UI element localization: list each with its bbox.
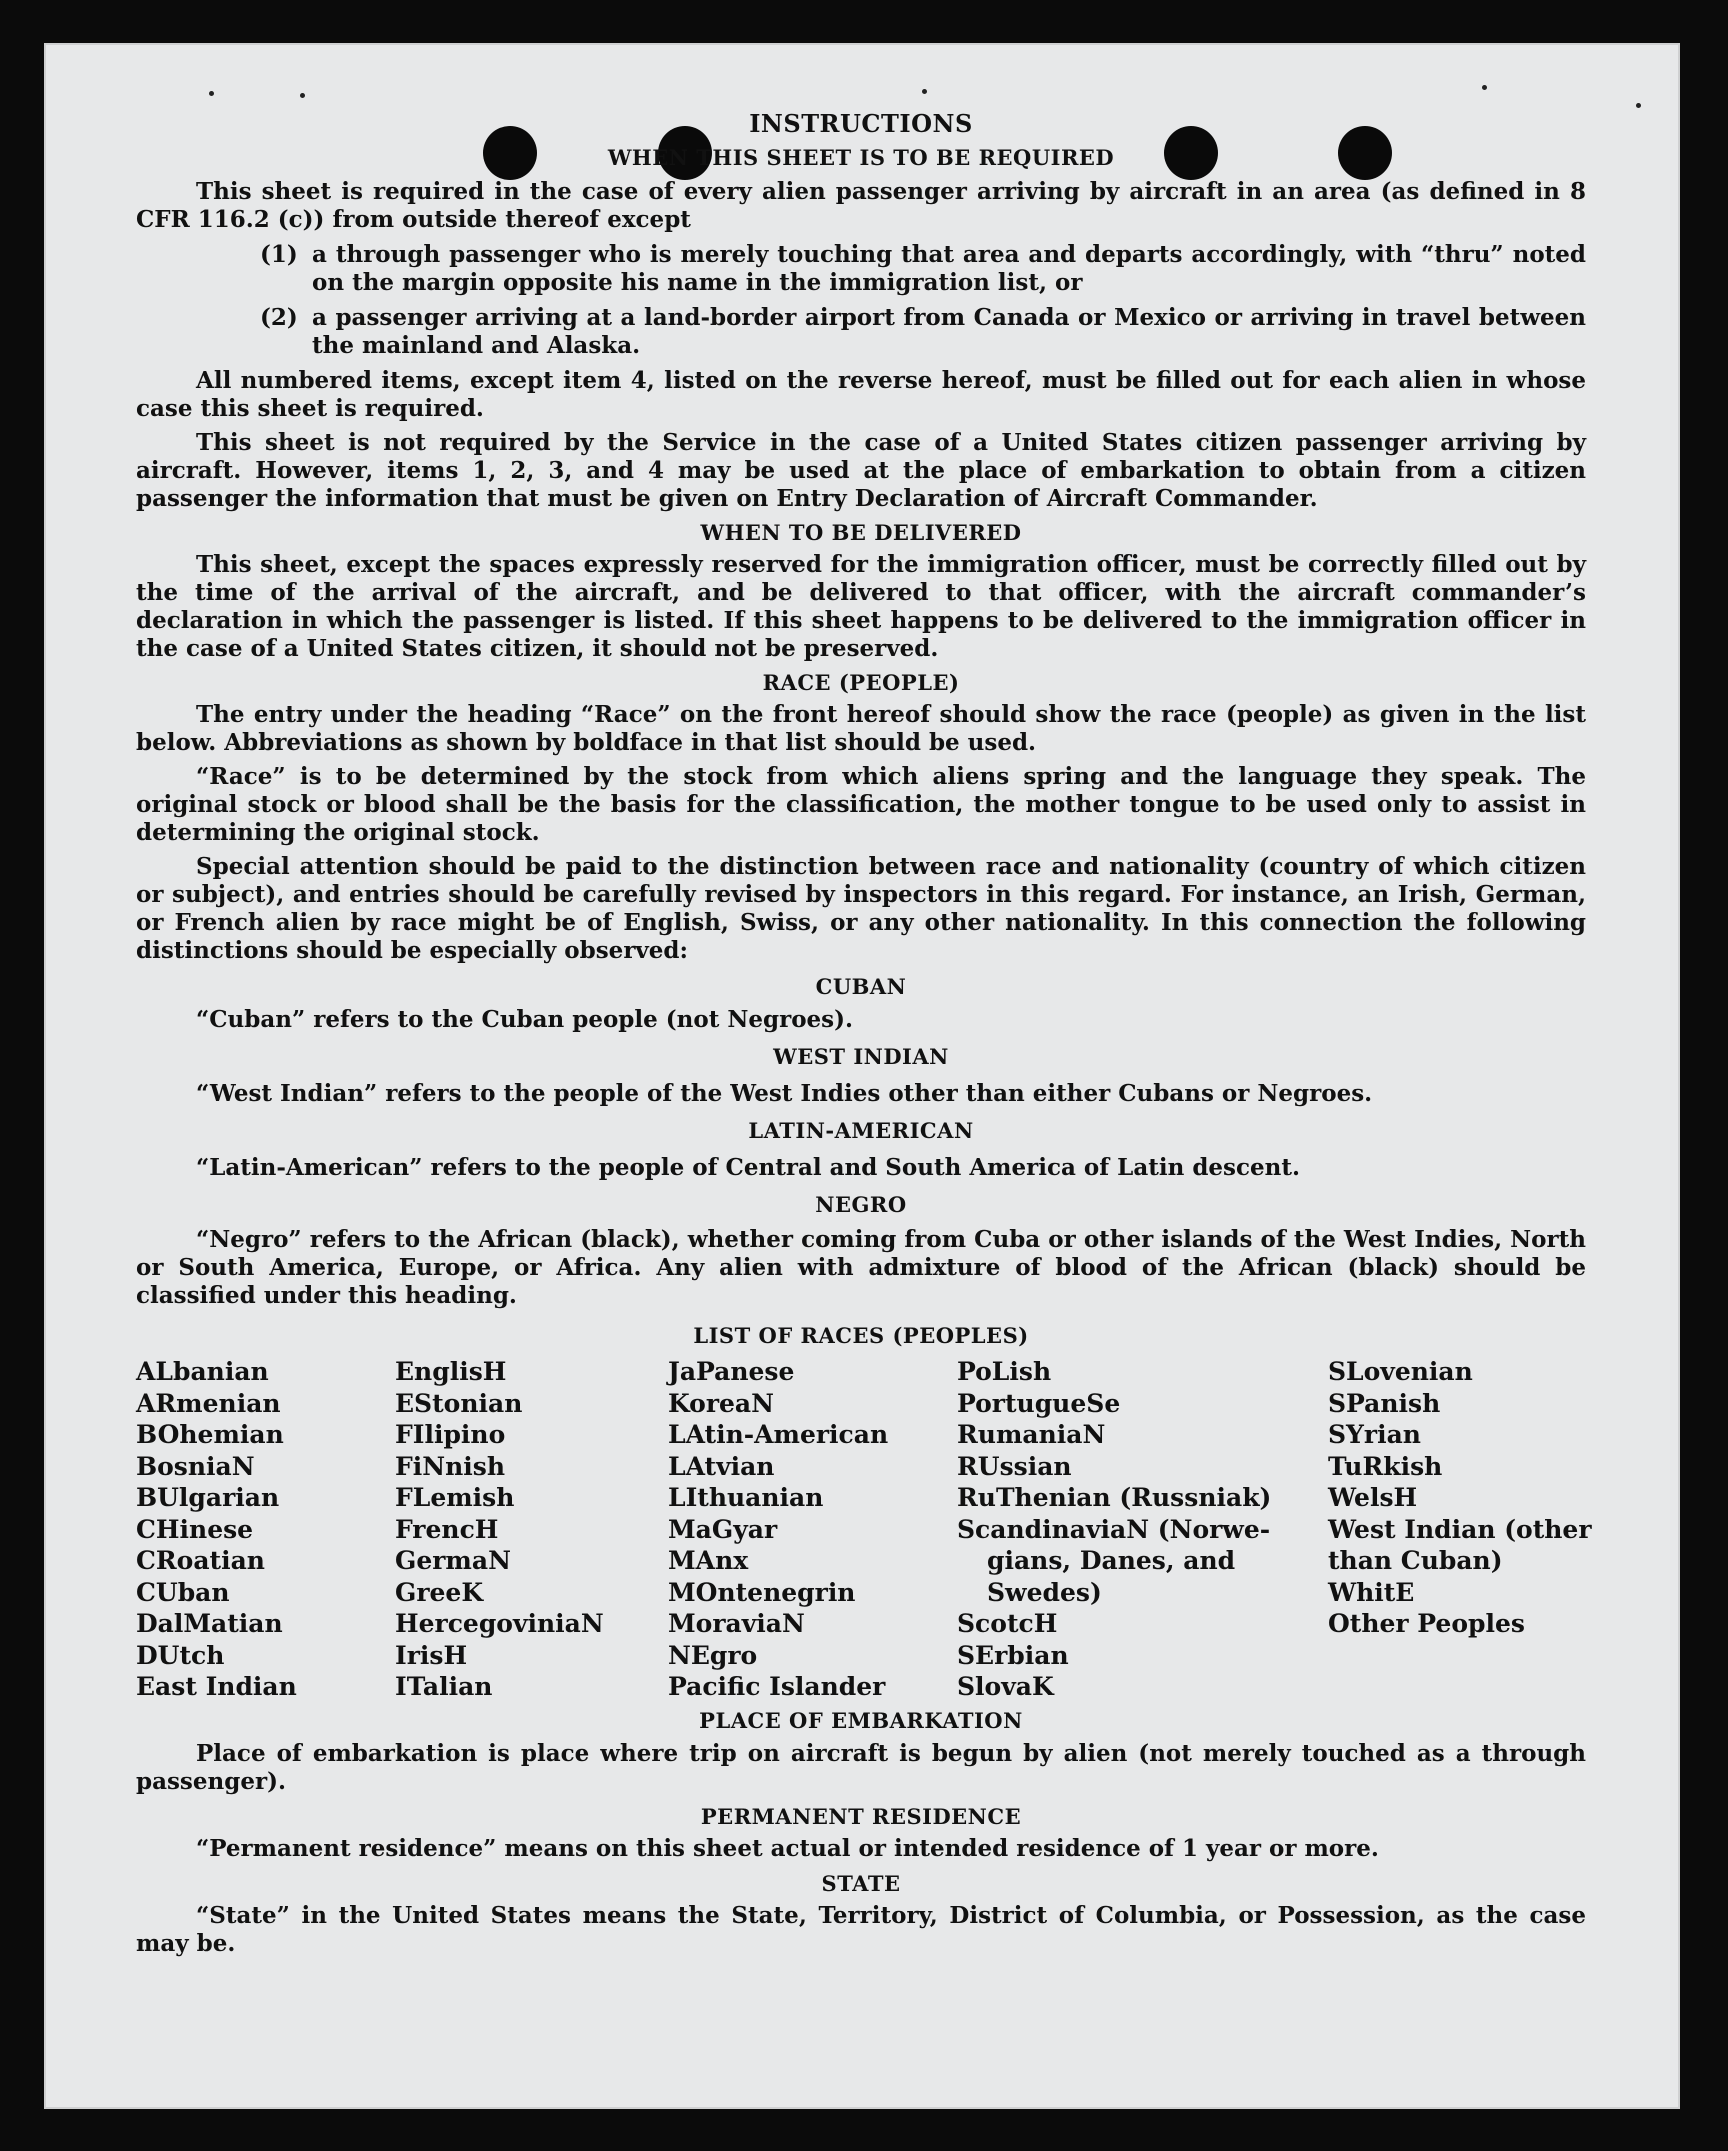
race-entry: RuThenian (Russniak) xyxy=(957,1483,1272,1512)
race-entry: GermaN xyxy=(395,1546,511,1575)
race-entry: East Indian xyxy=(136,1672,297,1701)
race-entry: DalMatian xyxy=(136,1609,283,1638)
race-column xyxy=(136,1356,395,1703)
race-entry: FiNnish xyxy=(395,1451,506,1481)
race-list xyxy=(136,1356,1592,1703)
race-entry: CRoatian xyxy=(136,1546,265,1575)
paragraph: All numbered items, except item 4, listed on the reverse hereof, must be filled out for each alien in whose case this sheet is required. xyxy=(136,367,1586,422)
race-entry: ScandinaviaN (Norwe- xyxy=(957,1514,1271,1544)
section-heading: LIST OF RACES (PEOPLES) xyxy=(693,1323,1029,1348)
race-entry: FLemish xyxy=(395,1483,515,1512)
race-entry: RumaniaN xyxy=(957,1420,1106,1449)
race-entry: SErbian xyxy=(957,1640,1069,1670)
paragraph: “State” in the United States means the State, Territory, District of Columbia, or Possession, as the case may be. xyxy=(136,1901,1586,1957)
paragraph: “Cuban” refers to the Cuban people (not Negroes). xyxy=(196,1006,854,1033)
paragraph: Place of embarkation is place where trip on aircraft is begun by alien (not merely touched as a through passenger). xyxy=(136,1739,1586,1795)
race-entry: JaPanese xyxy=(668,1357,795,1386)
item-number: (2) xyxy=(260,304,298,331)
section-heading: WHEN THIS SHEET IS TO BE REQUIRED xyxy=(607,145,1115,170)
paragraph: This sheet, except the spaces expressly reserved for the immigration officer, must be correctly filled out by the time of the arrival of the aircraft, and be delivered to that officer, with the aircraft commander’s declaration in which the passenger is listed. If this sheet happens to be delivered to the immigration officer in the case of a United States citizen, it should not be preserved. xyxy=(136,551,1586,662)
race-entry: ITalian xyxy=(395,1672,493,1701)
page-title: INSTRUCTIONS xyxy=(749,109,973,138)
race-entry: Pacific Islander xyxy=(668,1672,886,1701)
speck xyxy=(1636,103,1641,108)
instructions-text xyxy=(136,109,1592,1958)
race-entry: PoLish xyxy=(957,1357,1052,1386)
section-heading: LATIN-AMERICAN xyxy=(748,1118,974,1143)
race-entry: WelsH xyxy=(1328,1483,1418,1512)
race-entry: BUlgarian xyxy=(136,1483,280,1512)
race-entry: EnglisH xyxy=(395,1357,507,1386)
race-entry: gians, Danes, and xyxy=(987,1546,1236,1575)
paragraph: This sheet is required in the case of every alien passenger arriving by aircraft in an area (as defined in 8 CFR 116.2 (c)) from outside thereof except xyxy=(136,178,1586,233)
race-entry: HercegoviniaN xyxy=(395,1609,604,1638)
race-entry: PortugueSe xyxy=(957,1388,1121,1418)
race-entry: BOhemian xyxy=(136,1420,284,1449)
race-entry: LAtin-American xyxy=(668,1420,889,1449)
race-entry: GreeK xyxy=(395,1577,484,1607)
race-entry: Other Peoples xyxy=(1328,1609,1525,1638)
item-text: a through passenger who is merely touching that area and departs accordingly, with “thru” noted on the margin opposite his name in the immigration list, or xyxy=(312,241,1586,296)
race-entry: TuRkish xyxy=(1328,1451,1443,1481)
speck xyxy=(922,89,927,94)
race-entry: KoreaN xyxy=(668,1388,774,1418)
race-column xyxy=(668,1356,957,1703)
race-entry: IrisH xyxy=(395,1640,468,1670)
race-entry: SLovenian xyxy=(1328,1357,1473,1386)
race-column xyxy=(957,1356,1328,1703)
race-entry: DUtch xyxy=(136,1640,225,1670)
exception-item xyxy=(260,241,1586,297)
race-column xyxy=(1328,1356,1592,1703)
race-entry: FIlipino xyxy=(395,1420,506,1449)
section-heading: WEST INDIAN xyxy=(773,1044,949,1069)
paragraph: This sheet is not required by the Service in the case of a United States citizen passenger arriving by aircraft. However, items 1, 2, 3, and 4 may be used at the place of embarkation to obtain from a citizen passenger the information that must be given on Entry Declaration of Aircraft Commander. xyxy=(136,429,1586,512)
section-heading: CUBAN xyxy=(815,974,907,999)
paragraph: Special attention should be paid to the distinction between race and nationality (country of which citizen or subject), and entries should be carefully revised by inspectors in this regard. For instance, an Irish, German, or French alien by race might be of English, Swiss, or any other nationality. In this connection the following distinctions should be especially observed: xyxy=(136,853,1586,964)
section-heading: PLACE OF EMBARKATION xyxy=(699,1707,1023,1733)
race-entry: ARmenian xyxy=(136,1388,281,1418)
speck xyxy=(300,93,305,98)
race-entry: WhitE xyxy=(1328,1577,1415,1607)
speck xyxy=(209,91,214,96)
race-entry: EStonian xyxy=(395,1388,523,1418)
race-entry: ALbanian xyxy=(136,1357,269,1386)
race-entry: MAnx xyxy=(668,1546,749,1575)
section-heading: PERMANENT RESIDENCE xyxy=(700,1803,1022,1829)
race-entry: SlovaK xyxy=(957,1672,1054,1701)
item-number: (1) xyxy=(260,241,298,268)
race-entry: SPanish xyxy=(1328,1388,1441,1418)
race-entry: West Indian (other xyxy=(1328,1514,1592,1544)
race-column xyxy=(395,1356,668,1703)
race-entry: CUban xyxy=(136,1577,230,1607)
section-heading: RACE (PEOPLE) xyxy=(762,670,960,695)
race-entry: FrencH xyxy=(395,1514,499,1544)
paragraph: “Latin-American” refers to the people of Central and South America of Latin descent. xyxy=(196,1154,1300,1181)
race-entry: LIthuanian xyxy=(668,1483,824,1512)
race-entry: ScotcH xyxy=(957,1609,1058,1638)
race-entry: MoraviaN xyxy=(668,1609,805,1638)
paragraph: The entry under the heading “Race” on the front hereof should show the race (people) as given in the list below. Abbreviations as shown by boldface in that list should be used. xyxy=(136,701,1586,756)
section-heading: STATE xyxy=(821,1870,901,1896)
race-entry: LAtvian xyxy=(668,1451,775,1481)
exception-item xyxy=(260,304,1586,360)
race-entry: MaGyar xyxy=(668,1514,778,1544)
race-entry: Swedes) xyxy=(987,1577,1102,1607)
paragraph: “West Indian” refers to the people of the West Indies other than either Cubans or Negroes. xyxy=(196,1080,1373,1107)
race-entry: RUssian xyxy=(957,1451,1072,1481)
race-entry: than Cuban) xyxy=(1328,1546,1503,1575)
race-entry: MOntenegrin xyxy=(668,1577,856,1607)
race-entry: BosniaN xyxy=(136,1451,255,1481)
item-text: a passenger arriving at a land-border airport from Canada or Mexico or arriving in travel between the mainland and Alaska. xyxy=(312,304,1586,359)
paragraph: “Negro” refers to the African (black), whether coming from Cuba or other islands of the West Indies, North or South America, Europe, or Africa. Any alien with admixture of blood of the African (black) should be classified under this heading. xyxy=(136,1226,1586,1309)
race-entry: NEgro xyxy=(668,1640,758,1670)
section-heading: NEGRO xyxy=(815,1192,907,1217)
section-heading: WHEN TO BE DELIVERED xyxy=(700,520,1022,545)
paragraph: “Race” is to be determined by the stock from which aliens spring and the language they speak. The original stock or blood shall be the basis for the classification, the mother tongue to be used only to assist in determining the original stock. xyxy=(136,763,1586,846)
race-entry: CHinese xyxy=(136,1514,254,1544)
paragraph: “Permanent residence” means on this sheet actual or intended residence of 1 year or more. xyxy=(196,1834,1379,1862)
race-entry: SYrian xyxy=(1328,1420,1421,1449)
speck xyxy=(1482,85,1487,90)
